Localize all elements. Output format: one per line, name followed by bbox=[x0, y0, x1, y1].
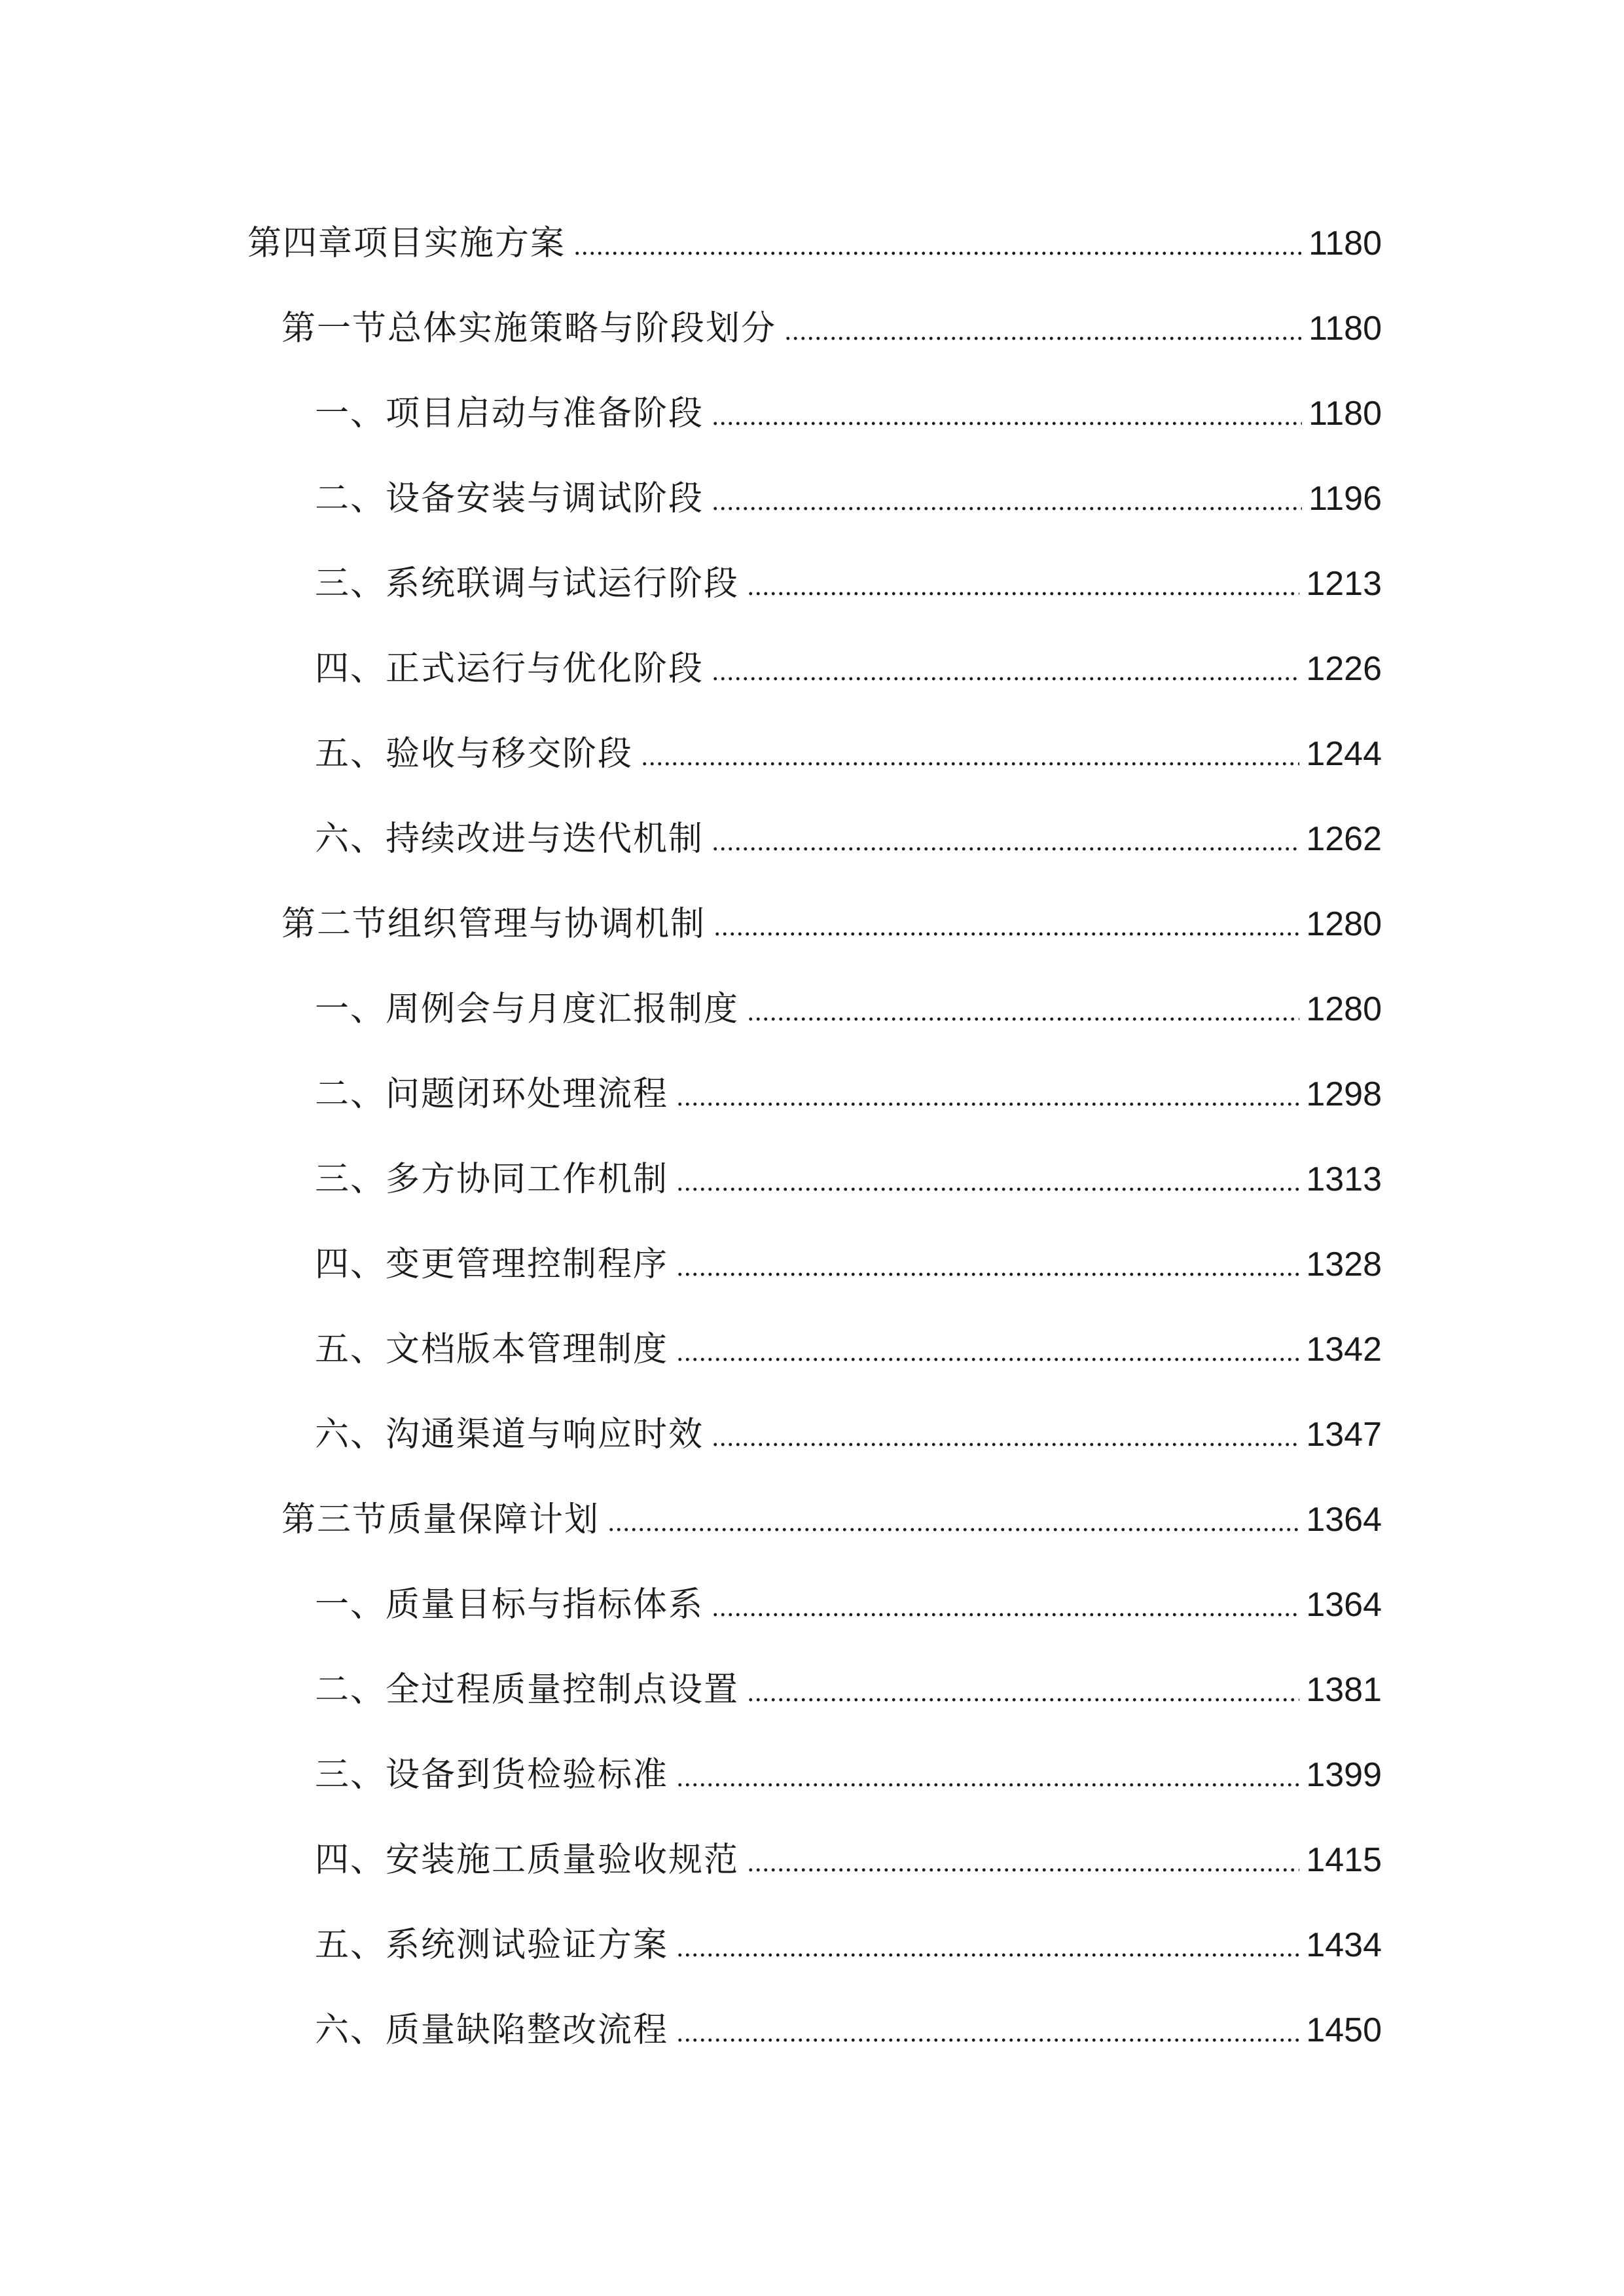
toc-entry-subsection[interactable] bbox=[315, 1148, 1382, 1200]
dot-leader bbox=[573, 251, 1302, 255]
toc-entry-page-number: 1180 bbox=[1308, 310, 1382, 348]
toc-entry-title: 五、验收与移交阶段 bbox=[315, 734, 634, 774]
toc-entry-page-number: 1280 bbox=[1306, 905, 1382, 943]
toc-entry-title: 四、正式运行与优化阶段 bbox=[315, 649, 704, 689]
dot-leader bbox=[712, 847, 1299, 851]
toc-entry-subsection[interactable] bbox=[315, 1999, 1382, 2051]
toc-entry-page-number: 1280 bbox=[1306, 990, 1382, 1028]
toc-entry-page-number: 1180 bbox=[1308, 395, 1382, 433]
toc-entry-page-number: 1364 bbox=[1306, 1501, 1382, 1539]
dot-leader bbox=[713, 932, 1299, 936]
toc-entry-title: 一、项目启动与准备阶段 bbox=[315, 394, 704, 433]
toc-entry-section-2[interactable] bbox=[281, 893, 1382, 945]
toc-entry-subsection[interactable] bbox=[315, 552, 1382, 605]
dot-leader bbox=[712, 677, 1299, 681]
dot-leader bbox=[747, 1868, 1299, 1872]
toc-entry-section-3[interactable] bbox=[281, 1488, 1382, 1541]
toc-entry-subsection[interactable] bbox=[315, 637, 1382, 690]
dot-leader bbox=[784, 336, 1302, 340]
toc-entry-title: 四、变更管理控制程序 bbox=[315, 1245, 669, 1284]
toc-entry-subsection[interactable] bbox=[315, 1744, 1382, 1796]
toc-entry-title: 一、质量目标与指标体系 bbox=[315, 1585, 704, 1624]
toc-entry-title: 三、系统联调与试运行阶段 bbox=[315, 564, 740, 603]
toc-entry-title: 五、文档版本管理制度 bbox=[315, 1330, 669, 1369]
dot-leader bbox=[712, 1613, 1299, 1617]
toc-entry-title: 六、质量缺陷整改流程 bbox=[315, 2011, 669, 2050]
toc-entry-subsection[interactable] bbox=[315, 1403, 1382, 1456]
toc-entry-page-number: 1298 bbox=[1306, 1075, 1382, 1113]
toc-entry-title: 六、持续改进与迭代机制 bbox=[315, 819, 704, 859]
toc-entry-page-number: 1434 bbox=[1306, 1926, 1382, 1964]
dot-leader bbox=[712, 507, 1302, 511]
toc-entry-page-number: 1262 bbox=[1306, 820, 1382, 858]
dot-leader bbox=[676, 1187, 1299, 1191]
dot-leader bbox=[676, 2038, 1299, 2042]
toc-entry-title: 第四章项目实施方案 bbox=[247, 224, 566, 263]
toc-entry-subsection[interactable] bbox=[315, 1233, 1382, 1285]
toc-entry-title: 六、沟通渠道与响应时效 bbox=[315, 1415, 704, 1454]
toc-entry-title: 二、全过程质量控制点设置 bbox=[315, 1670, 740, 1710]
toc-entry-subsection[interactable] bbox=[315, 1914, 1382, 1966]
toc-entry-page-number: 1313 bbox=[1306, 1160, 1382, 1198]
dot-leader bbox=[676, 1783, 1299, 1787]
toc-entry-page-number: 1381 bbox=[1306, 1671, 1382, 1709]
dot-leader bbox=[641, 762, 1299, 766]
toc-entry-subsection[interactable] bbox=[315, 467, 1382, 520]
toc-entry-page-number: 1347 bbox=[1306, 1416, 1382, 1454]
dot-leader bbox=[676, 1272, 1299, 1276]
toc-entry-page-number: 1342 bbox=[1306, 1331, 1382, 1369]
toc-entry-subsection[interactable] bbox=[315, 1659, 1382, 1711]
toc-entry-title: 二、设备安装与调试阶段 bbox=[315, 479, 704, 518]
dot-leader bbox=[607, 1528, 1299, 1532]
toc-entry-page-number: 1196 bbox=[1308, 480, 1382, 518]
dot-leader bbox=[676, 1953, 1299, 1957]
toc-entry-page-number: 1399 bbox=[1306, 1756, 1382, 1794]
toc-entry-chapter-4[interactable] bbox=[247, 212, 1382, 264]
toc-entry-page-number: 1328 bbox=[1306, 1246, 1382, 1283]
toc-entry-title: 三、设备到货检验标准 bbox=[315, 1755, 669, 1795]
toc-entry-subsection[interactable] bbox=[315, 1063, 1382, 1115]
toc-entry-page-number: 1450 bbox=[1306, 2011, 1382, 2049]
toc-entry-subsection[interactable] bbox=[315, 1573, 1382, 1626]
toc-entry-page-number: 1415 bbox=[1306, 1841, 1382, 1879]
toc-entry-title: 五、系统测试验证方案 bbox=[315, 1926, 669, 1965]
toc-entry-subsection[interactable] bbox=[315, 808, 1382, 860]
toc-entry-subsection[interactable] bbox=[315, 382, 1382, 435]
dot-leader bbox=[712, 422, 1302, 425]
toc-entry-page-number: 1213 bbox=[1306, 565, 1382, 603]
dot-leader bbox=[747, 1017, 1299, 1021]
dot-leader bbox=[676, 1357, 1299, 1361]
toc-entry-page-number: 1244 bbox=[1306, 735, 1382, 773]
dot-leader bbox=[747, 1698, 1299, 1702]
toc-entry-title: 三、多方协同工作机制 bbox=[315, 1160, 669, 1199]
dot-leader bbox=[676, 1102, 1299, 1106]
toc-entry-page-number: 1226 bbox=[1306, 650, 1382, 688]
toc-entry-title: 一、周例会与月度汇报制度 bbox=[315, 990, 740, 1029]
toc-entry-subsection[interactable] bbox=[315, 723, 1382, 775]
toc-entry-subsection[interactable] bbox=[315, 1318, 1382, 1371]
toc-entry-subsection[interactable] bbox=[315, 978, 1382, 1030]
dot-leader bbox=[747, 592, 1299, 596]
toc-entry-page-number: 1180 bbox=[1308, 224, 1382, 262]
toc-entry-title: 四、安装施工质量验收规范 bbox=[315, 1840, 740, 1880]
toc-entry-page-number: 1364 bbox=[1306, 1586, 1382, 1624]
toc-entry-title: 第三节质量保障计划 bbox=[281, 1500, 600, 1539]
toc-entry-title: 第二节组织管理与协调机制 bbox=[281, 905, 706, 944]
dot-leader bbox=[712, 1443, 1299, 1446]
toc-entry-subsection[interactable] bbox=[315, 1829, 1382, 1881]
toc-entry-title: 第一节总体实施策略与阶段划分 bbox=[281, 309, 777, 348]
toc-entry-section-1[interactable] bbox=[281, 297, 1382, 350]
toc-entry-title: 二、问题闭环处理流程 bbox=[315, 1075, 669, 1114]
